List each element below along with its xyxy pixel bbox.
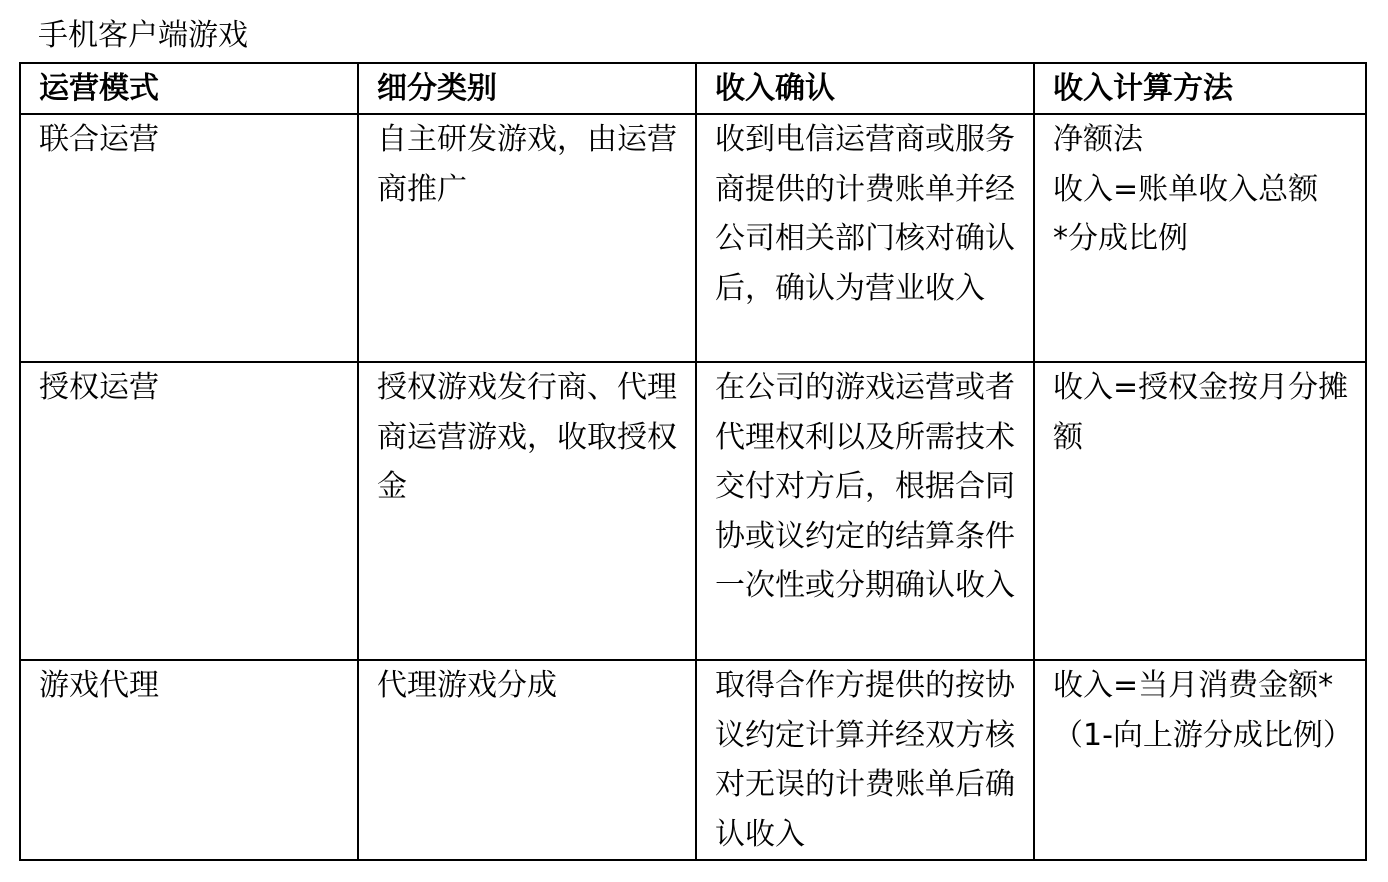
cell-revenue-calculation (1034, 660, 1366, 860)
cell-text: 授权游戏发行商、代理商运营游戏，收取授权金 (377, 370, 677, 504)
cell-text: 收到电信运营商或服务商提供的计费账单并经公司相关部门核对确认后，确认为营业收入 (715, 122, 1015, 306)
cell-operation-mode (20, 362, 358, 660)
cell-sub-category (358, 660, 696, 860)
cell-text: 联合运营 (39, 122, 159, 157)
cell-text: 自主研发游戏，由运营商推广 (377, 122, 677, 207)
table-row (20, 362, 1366, 660)
method-line: *分成比例 (1053, 221, 1188, 256)
table-row (20, 114, 1366, 362)
cell-text: 游戏代理 (39, 668, 159, 703)
cell-text: 取得合作方提供的按协议约定计算并经双方核对无误的计费账单后确认收入 (715, 668, 1015, 852)
header-revenue-calculation: 收入计算方法 (1034, 63, 1366, 114)
header-sub-category: 细分类别 (358, 63, 696, 114)
cell-revenue-calculation (1034, 114, 1366, 362)
revenue-table (19, 62, 1367, 861)
cell-operation-mode (20, 660, 358, 860)
cell-text: 在公司的游戏运营或者代理权利以及所需技术交付对方后，根据合同协或议约定的结算条件一次性或分期确认收入 (715, 370, 1015, 603)
table-caption: 手机客户端游戏 (38, 18, 248, 53)
header-operation-mode: 运营模式 (20, 63, 358, 114)
method-line: 收入=授权金按月分摊额 (1053, 370, 1349, 455)
cell-revenue-recognition (696, 362, 1034, 660)
cell-text: 代理游戏分成 (377, 668, 557, 703)
method-line: 收入=账单收入总额 (1053, 171, 1319, 207)
cell-revenue-recognition (696, 114, 1034, 362)
table-row (20, 660, 1366, 860)
cell-sub-category (358, 362, 696, 660)
cell-sub-category (358, 114, 696, 362)
cell-text: 授权运营 (39, 370, 159, 405)
method-line: 收入=当月消费金额*（1-向上游分成比例） (1053, 668, 1353, 753)
method-line: 净额法 (1053, 122, 1143, 157)
table-header-row (20, 63, 1366, 114)
cell-revenue-calculation (1034, 362, 1366, 660)
cell-revenue-recognition (696, 660, 1034, 860)
header-revenue-recognition: 收入确认 (696, 63, 1034, 114)
cell-operation-mode (20, 114, 358, 362)
